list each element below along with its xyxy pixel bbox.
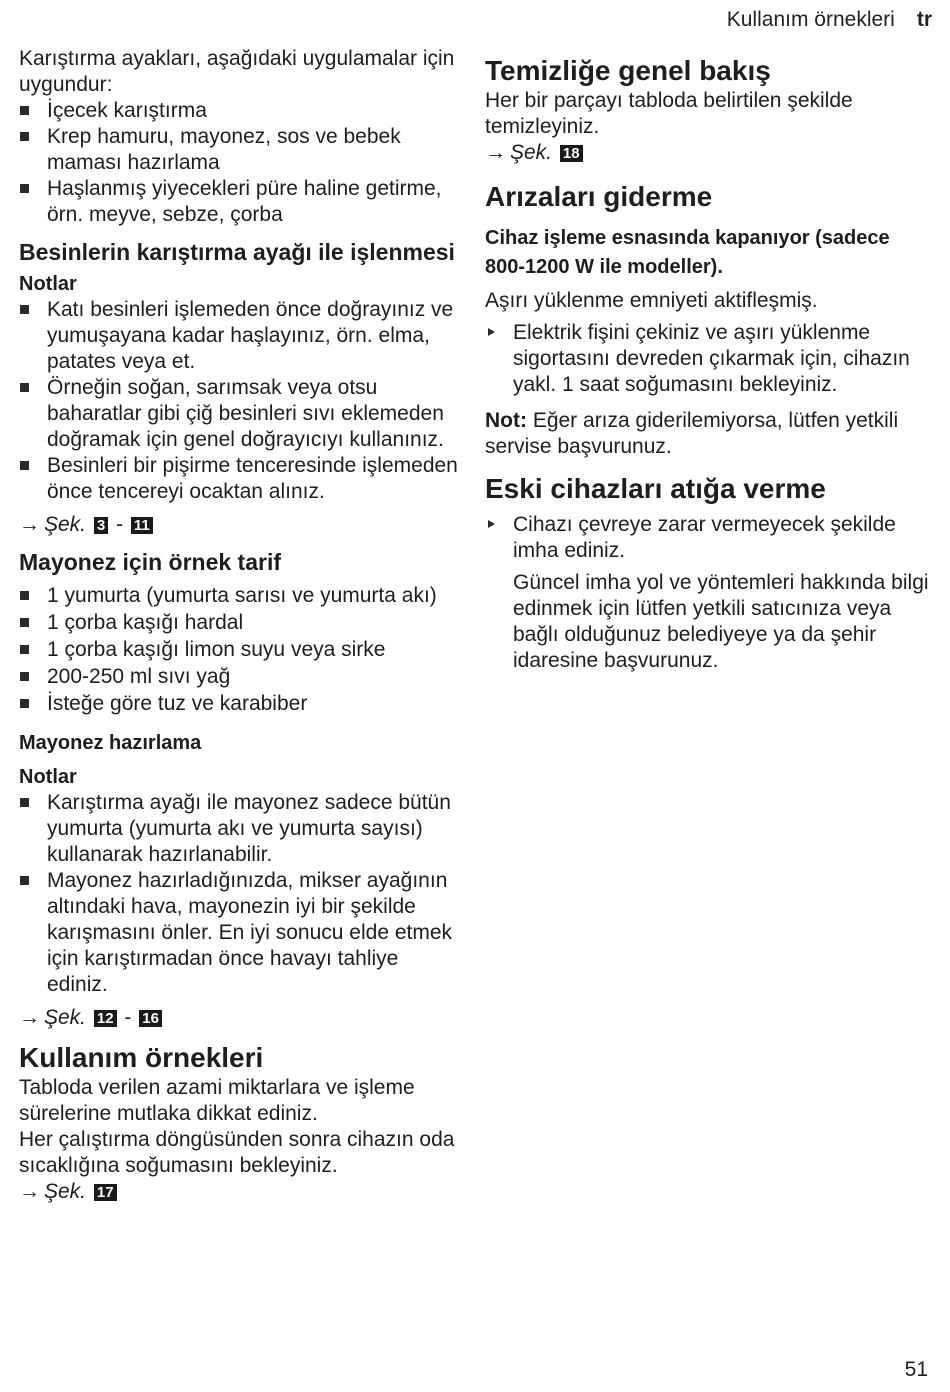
fault-steps [485,320,935,398]
intro-list [19,98,464,228]
figure-number-badge: 12 [94,1010,117,1027]
figure-number-badge: 17 [94,1184,117,1201]
figure-label: Şek. [44,1180,87,1203]
examples-paragraph: Tabloda verilen azami miktarlara ve işleme sürelerine mutlaka dikkat ediniz. [19,1076,415,1125]
figure-number-badge: 3 [94,517,108,534]
figure-label: Şek. [510,141,553,164]
faults-heading: Arızaları giderme [485,181,713,212]
fault-note [485,408,935,460]
notes-heading: Notlar [19,766,77,788]
notes-list [19,297,464,505]
list-item: İçecek karıştırma [19,98,464,124]
note-text: Eğer arıza giderilemiyorsa, lütfen yetkili servise başvurunuz. [485,409,899,458]
left-column [19,46,464,1205]
examples-heading: Kullanım örnekleri [19,1042,264,1073]
notes-heading: Notlar [19,273,77,295]
list-item: 1 çorba kaşığı limon suyu veya sirke [19,637,464,663]
list-item: Elektrik fişini çekiniz ve aşırı yüklenme sigortasını devreden çıkarmak için, cihazın yakl. 1 saat soğumasını bekleyiniz. [485,320,935,398]
list-item: Örneğin soğan, sarımsak veya otsu baharatlar gibi çiğ besinleri sıvı eklemeden doğramak için genel doğrayıcıyı kullanınız. [19,375,464,453]
disposal-steps [485,512,935,564]
arrow-right-icon: → [485,141,506,164]
list-item: İsteğe göre tuz ve karabiber [19,691,464,717]
figure-reference [19,512,464,538]
intro-paragraph: Karıştırma ayakları, aşağıdaki uygulamalar için uygundur: [19,47,455,96]
processing-heading: Besinlerin karıştırma ayağı ile işlenmesi [19,239,455,265]
prep-heading: Mayonez hazırlama [19,732,202,754]
figure-reference [19,1005,464,1031]
page-header [727,8,932,32]
examples-paragraph: Her çalıştırma döngüsünden sonra cihazın oda sıcaklığına soğumasını bekleyiniz. [19,1128,455,1177]
fault-cause: Aşırı yüklenme emniyeti aktifleşmiş. [485,289,818,312]
recipe-list [19,583,464,717]
range-separator: - [116,513,124,536]
disposal-paragraph: Güncel imha yol ve yöntemleri hakkında bilgi edinmek için lütfen yetkili satıcınıza veya bağlı olduğunuz belediyeye ya da şehir idaresine başvurunuz. [513,571,929,672]
disposal-heading: Eski cihazları atığa verme [485,473,826,504]
figure-number-badge: 16 [139,1010,162,1027]
list-item: Mayonez hazırladığınızda, mikser ayağının altındaki hava, mayonezin iyi bir şekilde karışmasını önler. En iyi sonucu elde etmek için karıştırmadan önce havayı tahliye ediniz. [19,868,464,998]
list-item: Karıştırma ayağı ile mayonez sadece bütün yumurta (yumurta akı ve yumurta sayısı) kullanarak hazırlanabilir. [19,790,464,868]
list-item: Krep hamuru, mayonez, sos ve bebek maması hazırlama [19,124,464,176]
list-item: Haşlanmış yiyecekleri püre haline getirme, örn. meyve, sebze, çorba [19,176,464,228]
language-code: tr [916,8,932,31]
figure-reference [19,1179,464,1205]
fault-subheading: Cihaz işleme esnasında kapanıyor (sadece 800-1200 W ile modeller). [485,227,890,278]
figure-number-badge: 11 [131,517,153,534]
figure-number-badge: 18 [560,145,583,162]
list-item: 1 yumurta (yumurta sarısı ve yumurta akı) [19,583,464,609]
arrow-right-icon: → [19,1180,40,1203]
cleaning-heading: Temizliğe genel bakış [485,55,771,86]
figure-reference [485,140,935,166]
figure-label: Şek. [44,1006,87,1029]
note-label: Not: [485,409,527,432]
list-item: 200-250 ml sıvı yağ [19,664,464,690]
list-item: Cihazı çevreye zarar vermeyecek şekilde imha ediniz. [485,512,935,564]
header-section-title: Kullanım örnekleri [726,8,895,31]
list-item: Katı besinleri işlemeden önce doğrayınız ve yumuşayana kadar haşlayınız, örn. elma, patates veya et. [19,297,464,375]
arrow-right-icon: → [19,1006,40,1029]
list-item: 1 çorba kaşığı hardal [19,610,464,636]
cleaning-paragraph: Her bir parçayı tabloda belirtilen şekilde temizleyiniz. [485,89,853,138]
right-column [485,54,935,674]
recipe-heading: Mayonez için örnek tarif [19,549,282,575]
figure-label: Şek. [44,513,87,536]
notes-list [19,790,464,998]
range-separator: - [124,1006,132,1029]
arrow-right-icon: → [19,513,40,536]
page-number: 51 [904,1358,928,1381]
list-item: Besinleri bir pişirme tenceresinde işlemeden önce tencereyi ocaktan alınız. [19,453,464,505]
